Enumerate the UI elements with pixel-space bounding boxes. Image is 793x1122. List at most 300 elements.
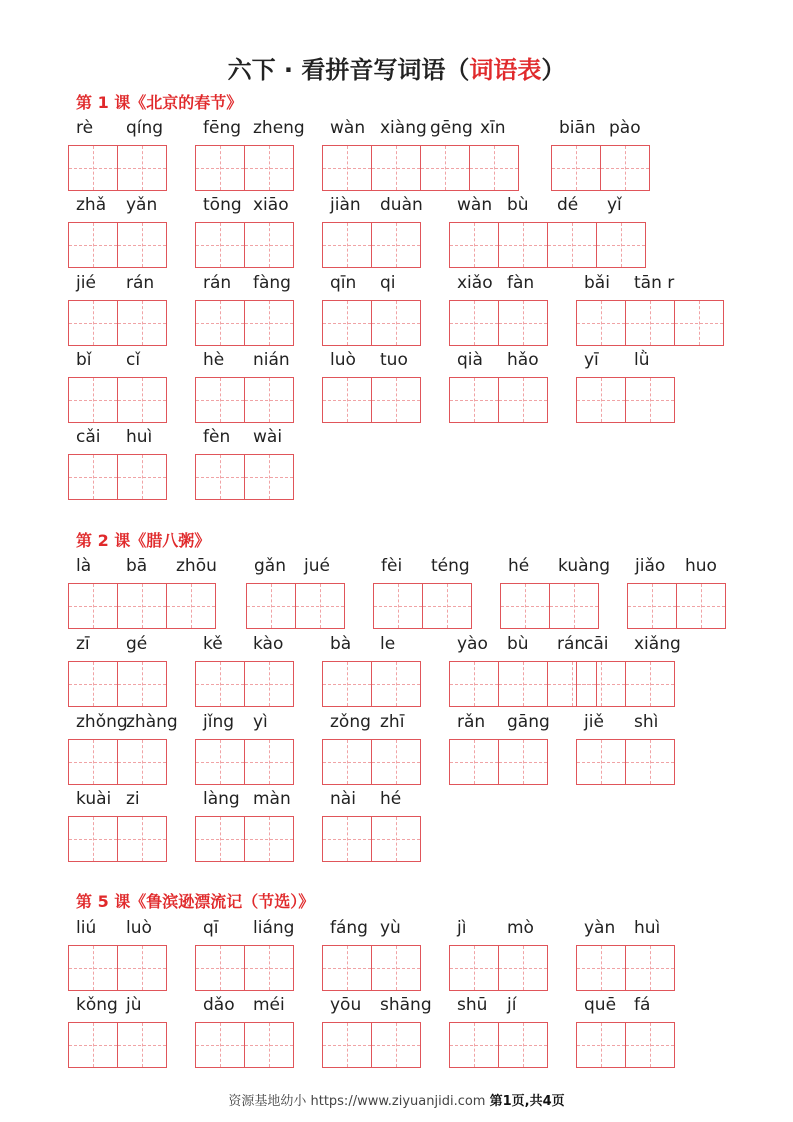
word-item xyxy=(68,427,166,500)
tian-zi-ge-cell[interactable] xyxy=(551,145,601,191)
pinyin-syllable: xiāo xyxy=(253,195,289,215)
pinyin-label xyxy=(68,634,196,658)
writing-boxes xyxy=(68,739,166,785)
pinyin-syllable: màn xyxy=(253,789,291,809)
word-item xyxy=(449,918,547,991)
tian-zi-ge-cell[interactable] xyxy=(449,945,499,991)
pinyin-label xyxy=(322,118,548,142)
tian-zi-ge-cell[interactable] xyxy=(244,816,294,862)
pinyin-syllable: shū xyxy=(457,995,488,1015)
writing-boxes xyxy=(68,377,166,423)
tian-zi-ge-cell[interactable] xyxy=(244,739,294,785)
word-item xyxy=(449,195,645,268)
word-item xyxy=(246,556,344,629)
pinyin-syllable: bā xyxy=(126,556,148,576)
pinyin-label xyxy=(68,195,196,219)
pinyin-syllable: yǎn xyxy=(126,195,158,215)
pinyin-syllable: jiàn xyxy=(330,195,361,215)
pinyin-syllable: bà xyxy=(330,634,352,654)
tian-zi-ge-cell[interactable] xyxy=(625,661,675,707)
word-item xyxy=(68,195,166,268)
pinyin-label xyxy=(576,712,704,736)
writing-boxes xyxy=(322,1022,420,1068)
pinyin-label xyxy=(68,789,196,813)
tian-zi-ge-cell[interactable] xyxy=(498,1022,548,1068)
pinyin-label xyxy=(627,556,755,580)
pinyin-label xyxy=(322,634,450,658)
tian-zi-ge-cell[interactable] xyxy=(576,945,626,991)
page-title-highlight: 词语表 xyxy=(469,56,542,84)
pinyin-syllable: qīn xyxy=(330,273,357,293)
pinyin-syllable: xiǎo xyxy=(457,273,493,293)
writing-boxes xyxy=(246,583,344,629)
writing-boxes xyxy=(68,300,166,346)
tian-zi-ge-cell[interactable] xyxy=(625,945,675,991)
word-item xyxy=(68,273,166,346)
tian-zi-ge-cell[interactable] xyxy=(449,661,499,707)
word-item xyxy=(68,350,166,423)
writing-boxes xyxy=(449,945,547,991)
tian-zi-ge-cell[interactable] xyxy=(449,377,499,423)
tian-zi-ge-cell[interactable] xyxy=(117,583,167,629)
writing-boxes xyxy=(449,661,596,707)
tian-zi-ge-cell[interactable] xyxy=(498,300,548,346)
pinyin-syllable: wài xyxy=(253,427,283,447)
pinyin-syllable: rè xyxy=(76,118,94,138)
tian-zi-ge-cell[interactable] xyxy=(371,739,421,785)
tian-zi-ge-cell[interactable] xyxy=(117,454,167,500)
writing-boxes xyxy=(449,300,547,346)
tian-zi-ge-cell[interactable] xyxy=(596,222,646,268)
pinyin-label xyxy=(68,918,196,942)
writing-boxes xyxy=(195,945,293,991)
word-item xyxy=(322,712,420,785)
pinyin-syllable: xiàng xyxy=(380,118,427,138)
pinyin-syllable: le xyxy=(380,634,396,654)
writing-boxes xyxy=(322,222,420,268)
pinyin-label xyxy=(576,918,704,942)
tian-zi-ge-cell[interactable] xyxy=(498,739,548,785)
word-item xyxy=(195,118,305,191)
tian-zi-ge-cell[interactable] xyxy=(322,661,372,707)
pinyin-syllable: fàn xyxy=(507,273,535,293)
tian-zi-ge-cell[interactable] xyxy=(625,739,675,785)
tian-zi-ge-cell[interactable] xyxy=(244,377,294,423)
tian-zi-ge-cell[interactable] xyxy=(195,739,245,785)
pinyin-label xyxy=(195,995,323,1019)
pinyin-label xyxy=(68,273,196,297)
tian-zi-ge-cell[interactable] xyxy=(68,816,118,862)
word-item xyxy=(68,995,166,1068)
tian-zi-ge-cell[interactable] xyxy=(498,945,548,991)
tian-zi-ge-cell[interactable] xyxy=(625,300,675,346)
pinyin-syllable: luò xyxy=(126,918,152,938)
word-item xyxy=(68,712,178,785)
word-item xyxy=(195,634,293,707)
tian-zi-ge-cell[interactable] xyxy=(246,583,296,629)
word-item xyxy=(449,712,550,785)
tian-zi-ge-cell[interactable] xyxy=(68,454,118,500)
pinyin-label xyxy=(576,273,753,297)
tian-zi-ge-cell[interactable] xyxy=(420,145,470,191)
tian-zi-ge-cell[interactable] xyxy=(244,1022,294,1068)
writing-boxes xyxy=(322,739,420,785)
tian-zi-ge-cell[interactable] xyxy=(371,1022,421,1068)
pinyin-label xyxy=(322,995,450,1019)
tian-zi-ge-cell[interactable] xyxy=(166,583,216,629)
pinyin-label xyxy=(195,427,323,451)
pinyin-syllable: fá xyxy=(634,995,651,1015)
word-item xyxy=(322,350,420,423)
pinyin-syllable: zi xyxy=(126,789,140,809)
tian-zi-ge-cell[interactable] xyxy=(195,377,245,423)
pinyin-syllable: fēng xyxy=(203,118,242,138)
tian-zi-ge-cell[interactable] xyxy=(117,816,167,862)
pinyin-syllable: shāng xyxy=(380,995,432,1015)
tian-zi-ge-cell[interactable] xyxy=(195,816,245,862)
pinyin-label xyxy=(322,350,450,374)
tian-zi-ge-cell[interactable] xyxy=(68,739,118,785)
word-item xyxy=(195,918,295,991)
pinyin-syllable: qi xyxy=(380,273,396,293)
tian-zi-ge-cell[interactable] xyxy=(371,300,421,346)
pinyin-syllable: wàn xyxy=(457,195,493,215)
tian-zi-ge-cell[interactable] xyxy=(625,1022,675,1068)
pinyin-label xyxy=(195,195,323,219)
word-item xyxy=(551,118,649,191)
writing-boxes xyxy=(68,454,166,500)
pinyin-syllable: jí xyxy=(507,995,517,1015)
tian-zi-ge-cell[interactable] xyxy=(195,145,245,191)
tian-zi-ge-cell[interactable] xyxy=(322,945,372,991)
tian-zi-ge-cell[interactable] xyxy=(547,222,597,268)
pinyin-label xyxy=(195,118,323,142)
writing-boxes xyxy=(576,1022,674,1068)
tian-zi-ge-cell[interactable] xyxy=(576,300,626,346)
pinyin-syllable: bù xyxy=(507,634,529,654)
writing-boxes xyxy=(449,739,547,785)
pinyin-label xyxy=(449,350,577,374)
pinyin-syllable: fèi xyxy=(381,556,403,576)
pinyin-syllable: yì xyxy=(253,712,268,732)
tian-zi-ge-cell[interactable] xyxy=(600,145,650,191)
pinyin-syllable: fèn xyxy=(203,427,231,447)
writing-boxes xyxy=(449,377,547,423)
pinyin-syllable: gé xyxy=(126,634,148,654)
tian-zi-ge-cell[interactable] xyxy=(674,300,724,346)
word-item xyxy=(195,195,293,268)
writing-boxes xyxy=(195,377,293,423)
tian-zi-ge-cell[interactable] xyxy=(195,661,245,707)
pinyin-syllable: nián xyxy=(253,350,290,370)
tian-zi-ge-cell[interactable] xyxy=(449,300,499,346)
writing-boxes xyxy=(68,661,166,707)
tian-zi-ge-cell[interactable] xyxy=(117,222,167,268)
tian-zi-ge-cell[interactable] xyxy=(68,661,118,707)
tian-zi-ge-cell[interactable] xyxy=(68,583,118,629)
tian-zi-ge-cell[interactable] xyxy=(117,1022,167,1068)
pinyin-syllable: zhàng xyxy=(126,712,178,732)
pinyin-syllable: dǎo xyxy=(203,995,235,1015)
pinyin-label xyxy=(449,918,577,942)
tian-zi-ge-cell[interactable] xyxy=(68,377,118,423)
tian-zi-ge-cell[interactable] xyxy=(576,377,626,423)
tian-zi-ge-cell[interactable] xyxy=(322,300,372,346)
writing-boxes xyxy=(576,300,723,346)
pinyin-syllable: yī xyxy=(584,350,599,370)
pinyin-label xyxy=(68,350,196,374)
writing-boxes xyxy=(68,1022,166,1068)
tian-zi-ge-cell[interactable] xyxy=(117,145,167,191)
pinyin-syllable: jié xyxy=(76,273,96,293)
lesson-title: 第 2 课《腊八粥》 xyxy=(76,531,211,550)
pinyin-syllable: huo xyxy=(685,556,717,576)
pinyin-label xyxy=(551,118,679,142)
tian-zi-ge-cell[interactable] xyxy=(244,145,294,191)
pinyin-label xyxy=(449,995,577,1019)
pinyin-label xyxy=(449,712,577,736)
tian-zi-ge-cell[interactable] xyxy=(244,661,294,707)
word-item xyxy=(322,195,423,268)
writing-boxes xyxy=(195,739,293,785)
tian-zi-ge-cell[interactable] xyxy=(195,945,245,991)
writing-boxes xyxy=(195,661,293,707)
pinyin-label xyxy=(195,634,323,658)
pinyin-syllable: rán xyxy=(203,273,232,293)
tian-zi-ge-cell[interactable] xyxy=(244,222,294,268)
pinyin-syllable: kě xyxy=(203,634,223,654)
word-item xyxy=(373,556,471,629)
writing-boxes xyxy=(576,377,674,423)
pinyin-syllable: bù xyxy=(507,195,529,215)
footer-site: 资源基地幼小 https://www.ziyuanjidi.com xyxy=(228,1094,486,1109)
tian-zi-ge-cell[interactable] xyxy=(625,377,675,423)
tian-zi-ge-cell[interactable] xyxy=(371,945,421,991)
pinyin-syllable: duàn xyxy=(380,195,423,215)
writing-boxes xyxy=(195,300,293,346)
pinyin-label xyxy=(576,350,704,374)
word-item xyxy=(576,634,681,707)
pinyin-syllable: yàn xyxy=(584,918,616,938)
pinyin-syllable: xīn xyxy=(480,118,506,138)
pinyin-syllable: shì xyxy=(634,712,659,732)
pinyin-syllable: lǜ xyxy=(634,350,650,370)
pinyin-syllable: téng xyxy=(431,556,470,576)
writing-boxes xyxy=(195,222,293,268)
tian-zi-ge-cell[interactable] xyxy=(68,1022,118,1068)
tian-zi-ge-cell[interactable] xyxy=(195,1022,245,1068)
pinyin-syllable: rán xyxy=(557,634,586,654)
tian-zi-ge-cell[interactable] xyxy=(322,377,372,423)
tian-zi-ge-cell[interactable] xyxy=(422,583,472,629)
word-item xyxy=(576,712,674,785)
tian-zi-ge-cell[interactable] xyxy=(498,661,548,707)
tian-zi-ge-cell[interactable] xyxy=(371,816,421,862)
word-item xyxy=(449,273,547,346)
tian-zi-ge-cell[interactable] xyxy=(576,1022,626,1068)
writing-boxes xyxy=(195,816,293,862)
tian-zi-ge-cell[interactable] xyxy=(244,454,294,500)
tian-zi-ge-cell[interactable] xyxy=(576,661,626,707)
tian-zi-ge-cell[interactable] xyxy=(117,661,167,707)
writing-boxes xyxy=(322,300,420,346)
pinyin-syllable: bǎi xyxy=(584,273,610,293)
pinyin-label xyxy=(576,634,704,658)
pinyin-syllable: kuài xyxy=(76,789,112,809)
pinyin-label xyxy=(195,918,323,942)
tian-zi-ge-cell[interactable] xyxy=(449,222,499,268)
tian-zi-ge-cell[interactable] xyxy=(195,454,245,500)
word-item xyxy=(195,995,293,1068)
pinyin-label xyxy=(195,350,323,374)
pinyin-syllable: jǐng xyxy=(203,712,235,732)
writing-boxes xyxy=(68,945,166,991)
tian-zi-ge-cell[interactable] xyxy=(68,945,118,991)
pinyin-syllable: fàng xyxy=(253,273,291,293)
pinyin-syllable: jiǎo xyxy=(635,556,666,576)
tian-zi-ge-cell[interactable] xyxy=(449,1022,499,1068)
pinyin-syllable: zhǒng xyxy=(76,712,128,732)
word-item xyxy=(627,556,725,629)
word-item xyxy=(576,995,674,1068)
tian-zi-ge-cell[interactable] xyxy=(549,583,599,629)
pinyin-label xyxy=(322,918,450,942)
tian-zi-ge-cell[interactable] xyxy=(195,222,245,268)
tian-zi-ge-cell[interactable] xyxy=(117,739,167,785)
writing-boxes xyxy=(68,583,215,629)
tian-zi-ge-cell[interactable] xyxy=(449,739,499,785)
pinyin-syllable: kuàng xyxy=(558,556,611,576)
pinyin-label xyxy=(68,118,196,142)
pinyin-syllable: zheng xyxy=(253,118,305,138)
word-item xyxy=(322,918,420,991)
pinyin-label xyxy=(68,427,196,451)
pinyin-label xyxy=(576,995,704,1019)
pinyin-syllable: cǎi xyxy=(76,427,101,447)
pinyin-syllable: hé xyxy=(380,789,402,809)
tian-zi-ge-cell[interactable] xyxy=(322,145,372,191)
tian-zi-ge-cell[interactable] xyxy=(627,583,677,629)
word-item xyxy=(68,118,166,191)
pinyin-syllable: zhǎ xyxy=(76,195,107,215)
writing-boxes xyxy=(373,583,471,629)
word-item xyxy=(195,273,293,346)
word-item xyxy=(576,350,674,423)
tian-zi-ge-cell[interactable] xyxy=(68,300,118,346)
pinyin-syllable: là xyxy=(76,556,92,576)
pinyin-syllable: liú xyxy=(76,918,97,938)
tian-zi-ge-cell[interactable] xyxy=(371,222,421,268)
pinyin-syllable: bǐ xyxy=(76,350,92,370)
pinyin-syllable: dé xyxy=(557,195,579,215)
tian-zi-ge-cell[interactable] xyxy=(322,222,372,268)
writing-boxes xyxy=(322,145,518,191)
pinyin-label xyxy=(449,195,675,219)
pinyin-syllable: gǎn xyxy=(254,556,286,576)
pinyin-syllable: tuo xyxy=(380,350,408,370)
pinyin-syllable: hǎo xyxy=(507,350,539,370)
tian-zi-ge-cell[interactable] xyxy=(469,145,519,191)
word-item xyxy=(195,350,293,423)
pinyin-syllable: hè xyxy=(203,350,225,370)
tian-zi-ge-cell[interactable] xyxy=(371,661,421,707)
pinyin-label xyxy=(500,556,628,580)
tian-zi-ge-cell[interactable] xyxy=(676,583,726,629)
tian-zi-ge-cell[interactable] xyxy=(322,739,372,785)
tian-zi-ge-cell[interactable] xyxy=(500,583,550,629)
tian-zi-ge-cell[interactable] xyxy=(117,945,167,991)
writing-boxes xyxy=(322,945,420,991)
writing-boxes xyxy=(68,145,166,191)
word-item xyxy=(322,118,518,191)
tian-zi-ge-cell[interactable] xyxy=(244,945,294,991)
word-item xyxy=(576,273,723,346)
pinyin-label xyxy=(449,273,577,297)
pinyin-syllable: rǎn xyxy=(457,712,486,732)
pinyin-label xyxy=(195,273,323,297)
pinyin-syllable: qī xyxy=(203,918,219,938)
tian-zi-ge-cell[interactable] xyxy=(117,300,167,346)
pinyin-syllable: xiǎng xyxy=(634,634,681,654)
writing-boxes xyxy=(449,1022,547,1068)
pinyin-syllable: jù xyxy=(126,995,142,1015)
pinyin-syllable: huì xyxy=(126,427,153,447)
pinyin-label xyxy=(322,273,450,297)
writing-boxes xyxy=(68,222,166,268)
tian-zi-ge-cell[interactable] xyxy=(295,583,345,629)
word-item xyxy=(449,995,547,1068)
pinyin-syllable: mò xyxy=(507,918,534,938)
pinyin-syllable: tān r xyxy=(634,273,675,293)
pinyin-syllable: liáng xyxy=(253,918,295,938)
pinyin-syllable: jiě xyxy=(584,712,604,732)
word-item xyxy=(322,995,432,1068)
tian-zi-ge-cell[interactable] xyxy=(322,1022,372,1068)
pinyin-syllable: fáng xyxy=(330,918,368,938)
tian-zi-ge-cell[interactable] xyxy=(371,145,421,191)
pinyin-syllable: yù xyxy=(380,918,401,938)
pinyin-label xyxy=(246,556,374,580)
tian-zi-ge-cell[interactable] xyxy=(195,300,245,346)
tian-zi-ge-cell[interactable] xyxy=(68,145,118,191)
tian-zi-ge-cell[interactable] xyxy=(373,583,423,629)
pinyin-syllable: gēng xyxy=(430,118,473,138)
pinyin-label xyxy=(68,995,196,1019)
word-item xyxy=(68,918,166,991)
tian-zi-ge-cell[interactable] xyxy=(244,300,294,346)
writing-boxes xyxy=(576,945,674,991)
word-item xyxy=(322,634,420,707)
word-item xyxy=(68,634,166,707)
writing-boxes xyxy=(322,377,420,423)
writing-boxes xyxy=(500,583,598,629)
tian-zi-ge-cell[interactable] xyxy=(371,377,421,423)
tian-zi-ge-cell[interactable] xyxy=(322,816,372,862)
writing-boxes xyxy=(551,145,649,191)
tian-zi-ge-cell[interactable] xyxy=(498,222,548,268)
word-item xyxy=(322,273,420,346)
tian-zi-ge-cell[interactable] xyxy=(576,739,626,785)
tian-zi-ge-cell[interactable] xyxy=(117,377,167,423)
tian-zi-ge-cell[interactable] xyxy=(498,377,548,423)
tian-zi-ge-cell[interactable] xyxy=(68,222,118,268)
pinyin-label xyxy=(322,712,450,736)
pinyin-label xyxy=(373,556,501,580)
pinyin-syllable: zǒng xyxy=(330,712,371,732)
writing-boxes xyxy=(195,454,293,500)
word-item xyxy=(500,556,611,629)
pinyin-syllable: zhōu xyxy=(176,556,217,576)
